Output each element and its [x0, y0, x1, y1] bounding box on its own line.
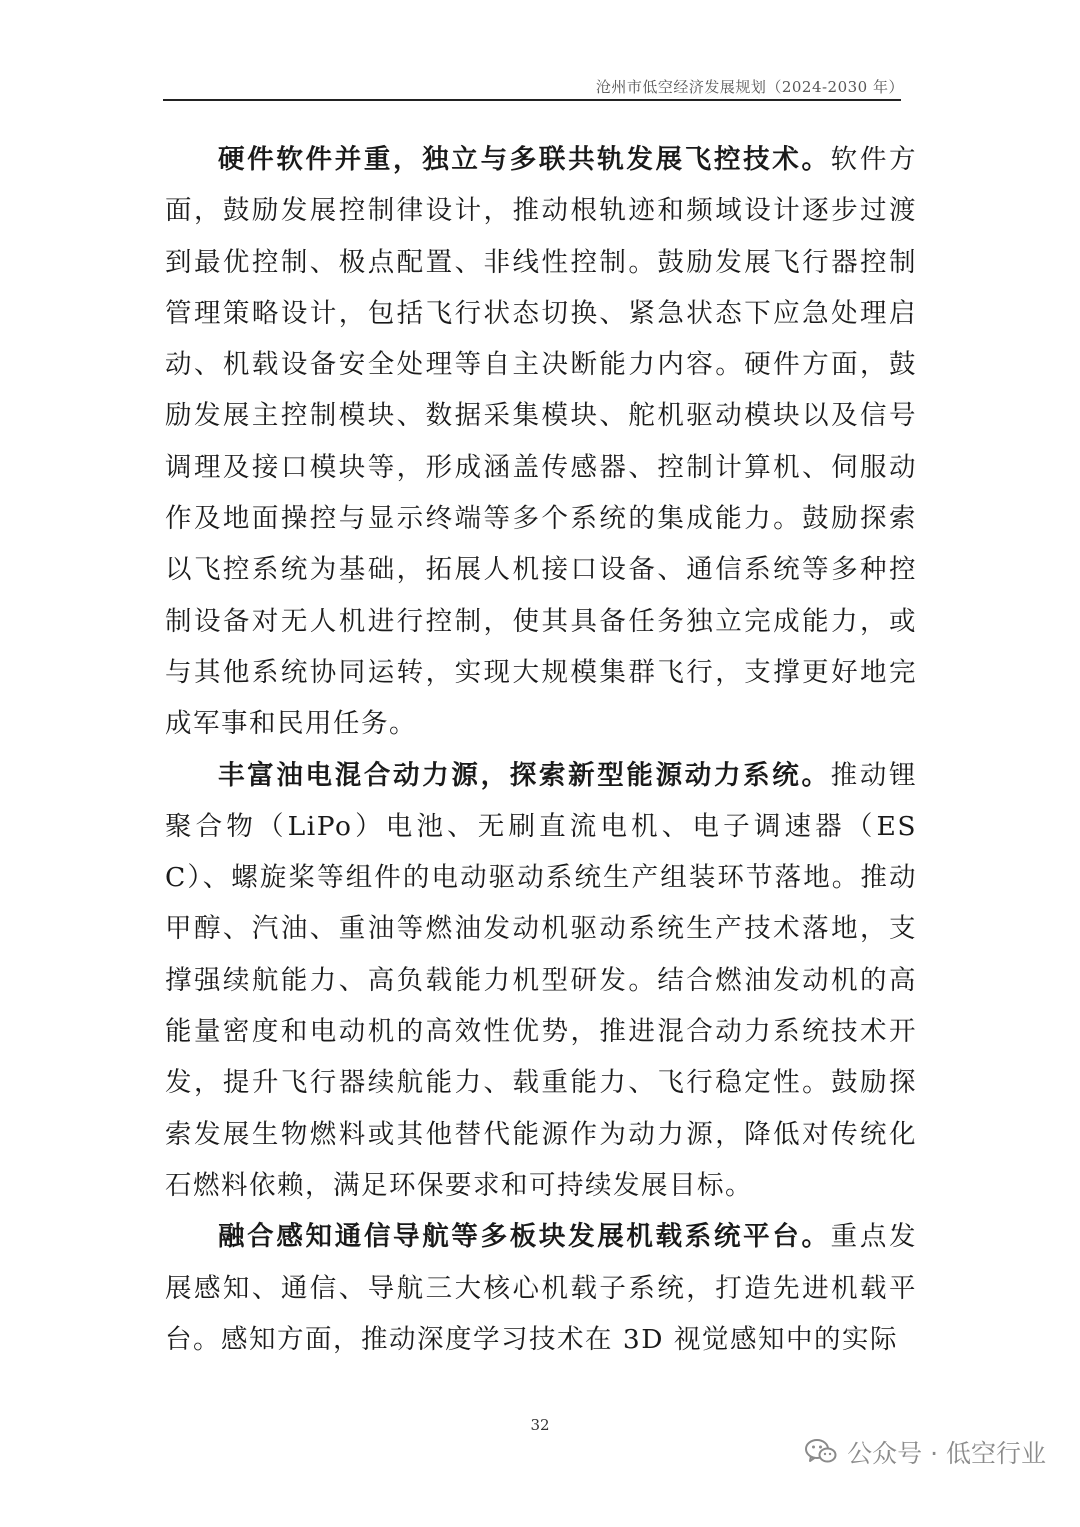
paragraph-power-system — [165, 750, 917, 1212]
document-body — [165, 134, 917, 1365]
paragraph-text: 推动锂聚合物（LiPo）电池、无刷直流电机、电子调速器（ESC）、螺旋桨等组件的电动驱动系统生产组装环节落地。推动甲醇、汽油、重油等燃油发动机驱动系统生产技术落地，支撑强续航能力、高负载能力机型研发。结合燃油发动机的高能量密度和电动机的高效性优势，推进混合动力系统技术开发，提升飞行器续航能力、载重能力、飞行稳定性。鼓励探索发展生物燃料或其他替代能源作为动力源，降低对传统化石燃料依赖，满足环保要求和可持续发展目标。 — [165, 759, 918, 1201]
wechat-icon — [805, 1438, 837, 1466]
paragraph-text: 重点发展感知、通信、导航三大核心机载子系统，打造先进机载平台。感知方面，推动深度学习技术在 3D 视觉感知中的实际 — [165, 1221, 918, 1355]
watermark-text: 公众号 · 低空行业 — [847, 1439, 1046, 1468]
watermark — [805, 1434, 1046, 1470]
paragraph-lead: 丰富油电混合动力源，探索新型能源动力系统。 — [218, 759, 831, 791]
header-divider — [163, 99, 901, 101]
paragraph-lead: 融合感知通信导航等多板块发展机载系统平台。 — [218, 1221, 831, 1253]
running-header: 沧州市低空经济发展规划（2024-2030 年） — [595, 78, 904, 96]
paragraph-airborne-platform — [165, 1211, 917, 1365]
page-number: 32 — [530, 1416, 550, 1434]
paragraph-flight-control — [165, 134, 917, 750]
paragraph-text: 软件方面，鼓励发展控制律设计，推动根轨迹和频域设计逐步过渡到最优控制、极点配置、非线性控制。鼓励发展飞行器控制管理策略设计，包括飞行状态切换、紧急状态下应急处理启动、机载设备安全处理等自主决断能力内容。硬件方面，鼓励发展主控制模块、数据采集模块、舵机驱动模块以及信号调理及接口模块等，形成涵盖传感器、控制计算机、伺服动作及地面操控与显示终端等多个系统的集成能力。鼓励探索以飞控系统为基础，拓展人机接口设备、通信系统等多种控制设备对无人机进行控制，使其具备任务独立完成能力，或与其他系统协同运转，实现大规模集群飞行，支撑更好地完成军事和民用任务。 — [165, 144, 918, 740]
paragraph-lead: 硬件软件并重，独立与多联共轨发展飞控技术。 — [218, 144, 831, 175]
